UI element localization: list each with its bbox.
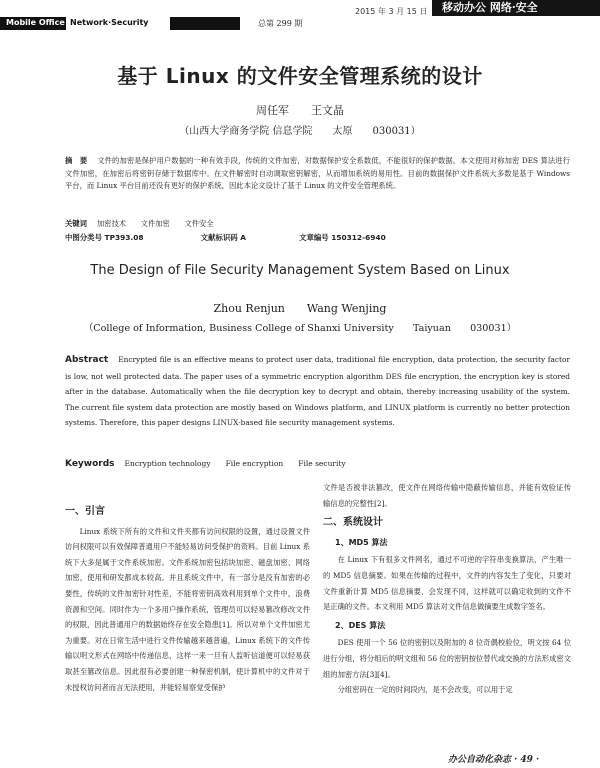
introduction-paragraph: Linux 系统下所有的文件和文件夹都有访问权限的设置，通过设置文件访问权限可以有效保障普通用户不能轻易访问受保护的资料。目前 Linux 系统下大多是属于文件系统加密。文件系统加密包括块加密、磁盘加密、网络加密，使用和研发都成本较高。并且系统文件中，有一部分是没有加密的必要性，传统的文件加密针对性差，不能将密钥高效利用到单个文件中，浪费资源和空间。同时作为一个多用户操作系统，管理员可以轻易篡改修改文件的权限，因此普通用户的数据始终存在安全隐患[1]。所以对单个文件加密尤为重要。对在日常生活中进行文件传输越来越普遍，Linux 系统下的文件传输以明文形式在网络中传递信息，这样一来一旦有人监听信道便可以轻易获取甚至篡改信息。因此很有必要创建一种保密机制，使计算机中的文件对于未授权访问者而言无法使用，并能轻易察觉受保护 (65, 526, 310, 692)
abstract-cn-text: 文件的加密是保护用户数据的一种有效手段，传统的文件加密，对数据保护安全系数低，不能很好的保护数据。本文使用对称加密 DES 算法进行文件加密，在加密后将密钥存储于数据库中。在文件解密时自动调取密钥解密，从而增加系统的易用性。目前的数据保护文件系统大多数是基于 Windows 平台，而 Linux 平台目前还没有更好的保护系统，因此本论文设计了基于 Linux 的文件安全管理系统。 (65, 156, 571, 190)
des-paragraph: DES 使用一个 56 位的密钥以及附加的 8 位奇偶校验位，明文按 64 位进行分组，将分组后的明文组和 56 位的密钥按位替代或交换的方法形成密文组的加密方法[3][4]。 (323, 638, 571, 679)
affiliation-cn: （山西大学商务学院 信息学院 太原 030031） (179, 126, 421, 137)
keywords-en-label: Keywords (65, 459, 115, 469)
clc-number: 中图分类号 TP393.08 (65, 233, 144, 242)
section-system-design-heading: 二、系统设计 (323, 517, 383, 529)
section-introduction-heading: 一、引言 (65, 506, 105, 517)
abstract-cn-label: 摘 要 (65, 156, 88, 165)
keywords-en (65, 458, 346, 469)
issue-date: 2015 年 3 月 15 日 (355, 7, 428, 16)
authors-cn: 周任军 王文晶 (256, 104, 344, 117)
keywords-cn-label: 关键词 (65, 219, 87, 228)
abstract-en-text: Encrypted file is an effective means to protect user data, traditional file encryption, data protection, the security factor is low, not well protected data. The paper uses of a symmetric encryption algorithm DES file encryption, the encryption key is stored after in the database. Automatically when the file decryption key to decrypt and obtain, thereby increasing usability of the system. The current file system data protection are mostly based on Windows platform, and LINUX platform is currently no better protection systems. Therefore, this paper designs LINUX-based file security management systems. (65, 355, 570, 427)
abstract-en (65, 352, 570, 431)
subsection-des-heading: 2、DES 算法 (335, 620, 386, 630)
section-banner-label: 移动办公 网络·安全 (442, 1, 538, 14)
body-right-column (323, 480, 571, 698)
issue-number: 总第 299 期 (258, 19, 303, 28)
keywords-en-items: Encryption technology File encryption File security (124, 459, 346, 468)
authors-en: Zhou Renjun Wang Wenjing (213, 302, 387, 315)
subsection-md5-heading: 1、MD5 算法 (335, 537, 388, 547)
classification-row (65, 232, 386, 243)
abstract-en-label: Abstract (65, 355, 109, 365)
header-tab-network-security (66, 17, 170, 30)
introduction-continuation: 文件是否被非法篡改，使文件在网络传输中隐蔽传输信息，并能有效验证传输信息的完整性[2]。 (323, 483, 571, 508)
affiliation-en: （College of Information, Business College of Shanxi University Taiyuan 030031） (83, 323, 517, 334)
article-number: 文章编号 150312-6940 (299, 233, 386, 242)
section-banner (432, 0, 600, 16)
md5-paragraph: 在 Linux 下有很多文件网名，通过不可逆的字符串变换算法，产生唯一的 MD5 信息摘要。如果在传输的过程中，文件的内容发生了变化，只要对文件重新计算 MD5 信息摘要，会发现不同，这样就可以确定收到的文件不是正确的文件。本文利用 MD5 算法对文件信息做摘要生成数字签名。 (323, 555, 571, 612)
footer-journal: 办公自动化杂志 · 49 · (448, 755, 540, 765)
keywords-cn-items: 加密技术 文件加密 文件安全 (96, 219, 214, 228)
body-left-column (65, 500, 310, 695)
abstract-cn (65, 155, 570, 193)
header-tab-network-security-label: Network·Security (70, 18, 149, 27)
paper-title-en: The Design of File Security Management System Based on Linux (90, 263, 510, 278)
paper-title-cn: 基于 Linux 的文件安全管理系统的设计 (117, 64, 483, 88)
des-paragraph-2: 分组密码在一定的时间段内，是不会改变，可以用于定 (337, 685, 513, 695)
header-tab-mobile-office: Mobile Office (6, 18, 65, 27)
keywords-cn (65, 218, 570, 231)
doc-code: 文献标识码 A (200, 233, 246, 242)
